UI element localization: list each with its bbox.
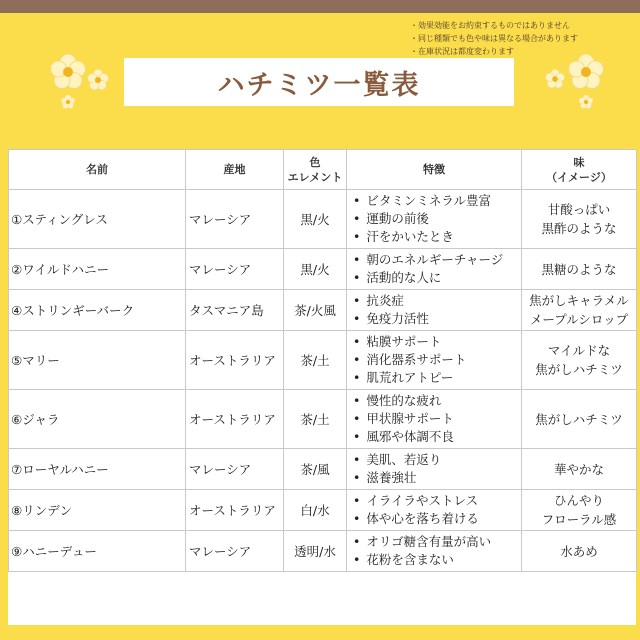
feature-item: • 抗炎症 bbox=[353, 292, 521, 310]
taste-line: 焦がしハチミツ bbox=[535, 411, 623, 427]
header-row bbox=[9, 150, 637, 190]
table-row bbox=[9, 390, 637, 449]
honey-element: 黒/火 bbox=[284, 249, 347, 290]
feature-item: • 体や心を落ち着ける bbox=[353, 510, 521, 528]
honey-element: 茶/土 bbox=[284, 331, 347, 390]
feature-item: • 粘膜サポート bbox=[353, 333, 521, 351]
table-row bbox=[9, 331, 637, 390]
feature-item: • 消化器系サポート bbox=[353, 351, 521, 369]
header-taste-line: 味 bbox=[573, 155, 585, 169]
table-row bbox=[9, 190, 637, 249]
honey-element: 茶/土 bbox=[284, 390, 347, 449]
feature-item: • 汗をかいたとき bbox=[353, 228, 521, 246]
note-item: ・効果効能をお約束するものではありません bbox=[410, 21, 570, 30]
honey-name: ①スティングレス bbox=[9, 190, 186, 249]
honey-features bbox=[347, 331, 522, 390]
header-name: 名前 bbox=[9, 150, 186, 190]
honey-features bbox=[347, 190, 522, 249]
table-row bbox=[9, 490, 637, 531]
header-element-line: エレメント bbox=[287, 170, 343, 184]
note-item: ・同じ種類でも色や味は異なる場合があります bbox=[410, 34, 578, 43]
flower-icon bbox=[86, 68, 110, 92]
honey-origin: オーストラリア bbox=[186, 490, 284, 531]
taste-line: メープルシロップ bbox=[529, 312, 629, 327]
taste-line: 黒糖のような bbox=[541, 261, 617, 277]
honey-taste bbox=[522, 331, 637, 390]
feature-item: • ビタミンミネラル豊富 bbox=[353, 192, 521, 210]
honey-taste bbox=[522, 190, 637, 249]
honey-name: ⑧リンデン bbox=[9, 490, 186, 531]
taste-line: マイルドな bbox=[547, 343, 611, 358]
honey-features bbox=[347, 290, 522, 331]
taste-line: ひんやり bbox=[553, 493, 604, 508]
feature-item: • 朝のエネルギーチャージ bbox=[353, 251, 521, 269]
honey-features bbox=[347, 490, 522, 531]
page-title: ハチミツ一覧表 bbox=[217, 69, 421, 101]
table-row bbox=[9, 531, 637, 572]
honey-table bbox=[8, 149, 637, 572]
honey-element: 黒/火 bbox=[284, 190, 347, 249]
feature-item: • 運動の前後 bbox=[353, 210, 521, 228]
note-item: ・在庫状況は都度変わります bbox=[410, 47, 514, 56]
honey-name: ④ストリンギーバーク bbox=[9, 290, 186, 331]
feature-item: • 滋養強壮 bbox=[353, 469, 521, 487]
honey-origin: マレーシア bbox=[186, 190, 284, 249]
honey-taste bbox=[522, 290, 637, 331]
honey-name: ⑦ローヤルハニー bbox=[9, 449, 186, 490]
honey-element: 透明/水 bbox=[284, 531, 347, 572]
taste-line: 水あめ bbox=[560, 543, 598, 559]
honey-name: ②ワイルドハニー bbox=[9, 249, 186, 290]
honey-table-container bbox=[8, 149, 636, 625]
table-row bbox=[9, 249, 637, 290]
feature-item: • 肌荒れアトピー bbox=[353, 369, 521, 387]
feature-item: • 甲状腺サポート bbox=[353, 410, 521, 428]
feature-item: • 免疫力活性 bbox=[353, 310, 521, 328]
honey-element: 白/水 bbox=[284, 490, 347, 531]
honey-taste bbox=[522, 449, 637, 490]
header-taste-line: （イメージ） bbox=[546, 170, 612, 184]
taste-line: 焦がしハチミツ bbox=[535, 362, 623, 377]
flower-icon bbox=[544, 68, 566, 90]
honey-origin: マレーシア bbox=[186, 449, 284, 490]
taste-line: 黒酢のような bbox=[541, 221, 617, 236]
feature-item: • イライラやストレス bbox=[353, 492, 521, 510]
honey-taste bbox=[522, 490, 637, 531]
taste-line: 甘酸っぱい bbox=[547, 202, 611, 217]
taste-line: フローラル感 bbox=[541, 512, 617, 527]
flower-icon bbox=[578, 94, 594, 110]
table-row bbox=[9, 449, 637, 490]
header-features: 特徴 bbox=[347, 150, 522, 190]
honey-taste bbox=[522, 249, 637, 290]
honey-name: ⑤マリー bbox=[9, 331, 186, 390]
honey-features bbox=[347, 390, 522, 449]
feature-item: • 美肌、若返り bbox=[353, 451, 521, 469]
honey-taste bbox=[522, 531, 637, 572]
taste-line: 華やかな bbox=[553, 461, 604, 477]
flower-icon bbox=[48, 52, 88, 92]
honey-origin: オーストラリア bbox=[186, 331, 284, 390]
honey-name: ⑨ハニーデュー bbox=[9, 531, 186, 572]
top-bar bbox=[0, 0, 640, 13]
header-element-line: 色 bbox=[309, 155, 321, 169]
feature-item: • オリゴ糖含有量が高い bbox=[353, 533, 521, 551]
header-origin: 産地 bbox=[186, 150, 284, 190]
honey-origin: オーストラリア bbox=[186, 390, 284, 449]
honey-name: ⑥ジャラ bbox=[9, 390, 186, 449]
honey-features bbox=[347, 249, 522, 290]
feature-item: • 花粉を含まない bbox=[353, 551, 521, 569]
honey-element: 茶/火風 bbox=[284, 290, 347, 331]
header-taste bbox=[522, 150, 637, 190]
honey-origin: マレーシア bbox=[186, 249, 284, 290]
flower-icon bbox=[60, 94, 76, 110]
taste-line: 焦がしキャラメル bbox=[529, 293, 629, 308]
honey-element: 茶/風 bbox=[284, 449, 347, 490]
flower-icon bbox=[566, 52, 606, 92]
honey-features bbox=[347, 449, 522, 490]
feature-item: • 風邪や体調不良 bbox=[353, 428, 521, 446]
title-banner bbox=[124, 58, 514, 106]
feature-item: • 慢性的な疲れ bbox=[353, 392, 521, 410]
feature-item: • 活動的な人に bbox=[353, 269, 521, 287]
header-element bbox=[284, 150, 347, 190]
honey-origin: マレーシア bbox=[186, 531, 284, 572]
honey-taste bbox=[522, 390, 637, 449]
honey-origin: タスマニア島 bbox=[186, 290, 284, 331]
honey-features bbox=[347, 531, 522, 572]
table-row bbox=[9, 290, 637, 331]
